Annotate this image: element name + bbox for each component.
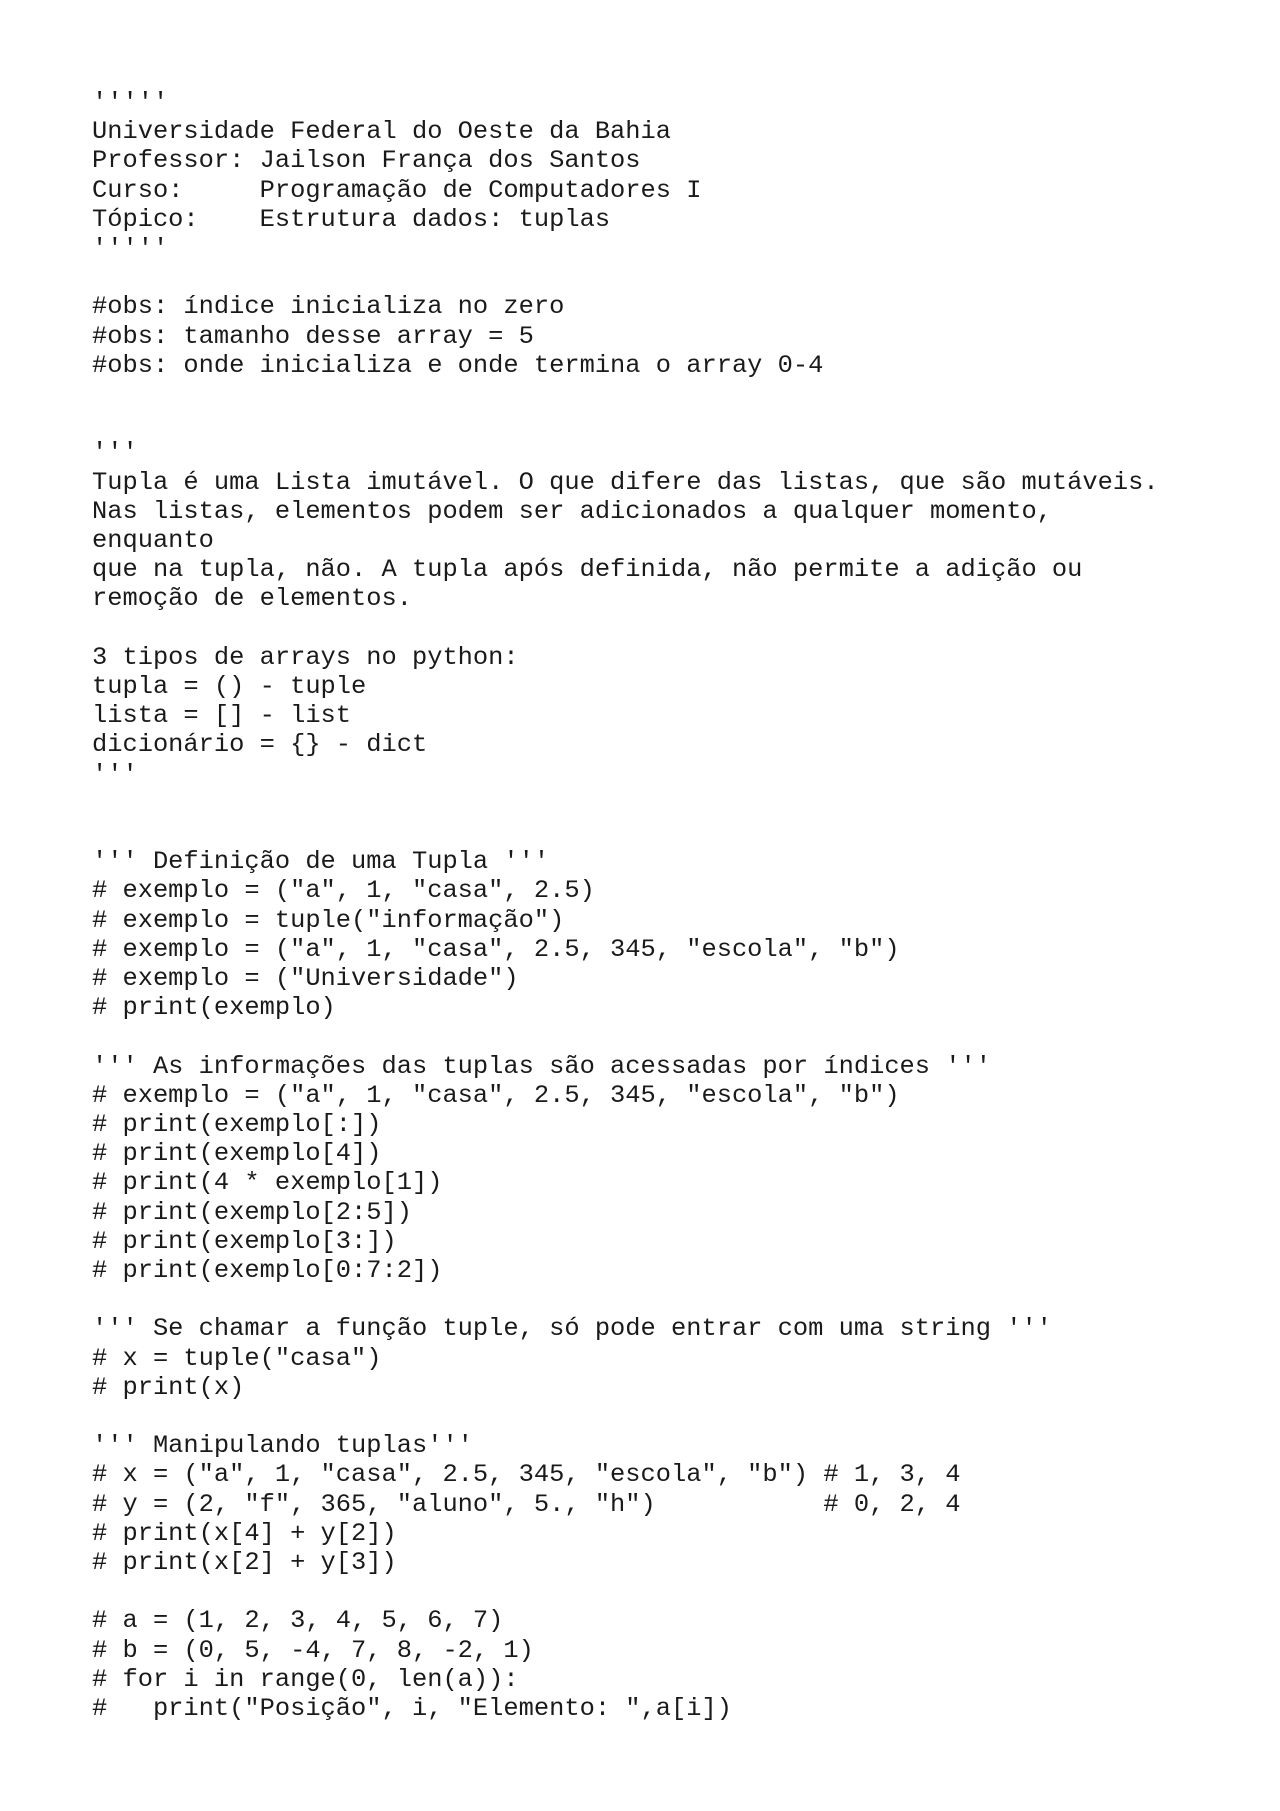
code-line: lista = [] - list xyxy=(92,701,352,731)
code-line: ''' Se chamar a função tuple, só pode entrar com uma string ''' xyxy=(92,1314,1052,1344)
code-line: Professor: Jailson França dos Santos xyxy=(92,146,641,176)
code-line: que na tupla, não. A tupla após definida, não permite a adição ou xyxy=(92,555,1083,585)
code-line: enquanto xyxy=(92,526,214,555)
code-line: dicionário = {} - dict xyxy=(92,730,428,760)
code-line: ''' As informações das tuplas são acessadas por índices ''' xyxy=(92,1051,991,1081)
code-line: Universidade Federal do Oeste da Bahia xyxy=(92,117,672,147)
code-line: # exemplo = ("a", 1, "casa", 2.5, 345, "escola", "b") xyxy=(92,934,900,964)
code-line: 3 tipos de arrays no python: xyxy=(92,642,519,672)
code-line: # exemplo = ("Universidade") xyxy=(92,964,519,993)
code-line: # a = (1, 2, 3, 4, 5, 6, 7) xyxy=(92,1606,504,1636)
code-listing xyxy=(92,88,1242,1723)
code-line: # print(x[4] + y[2]) xyxy=(92,1518,397,1548)
code-line: # exemplo = tuple("informação") xyxy=(92,905,565,935)
code-line xyxy=(92,1022,1242,1051)
code-line: # exemplo = ("a", 1, "casa", 2.5, 345, "escola", "b") xyxy=(92,1080,900,1110)
code-line xyxy=(92,614,1242,643)
code-line: # print(exemplo) xyxy=(92,993,336,1023)
code-line xyxy=(92,380,1242,409)
code-line xyxy=(92,409,1242,438)
code-line: #obs: índice inicializa no zero xyxy=(92,292,565,322)
code-line: # print(exemplo[0:7:2]) xyxy=(92,1256,443,1286)
code-line: # print(4 * exemplo[1]) xyxy=(92,1168,443,1198)
code-line xyxy=(92,1285,1242,1314)
code-line xyxy=(92,1402,1242,1431)
code-line: #obs: tamanho desse array = 5 xyxy=(92,321,534,351)
code-line: # print(x[2] + y[3]) xyxy=(92,1548,397,1578)
code-line: ''' Manipulando tuplas''' xyxy=(92,1431,473,1461)
code-line: Curso: Programação de Computadores I xyxy=(92,175,702,205)
code-line: # y = (2, "f", 365, "aluno", 5., "h") # 0, 2, 4 xyxy=(92,1489,961,1519)
code-line: # print(exemplo[3:]) xyxy=(92,1226,397,1256)
code-line: # print("Posição", i, "Elemento: ",a[i]) xyxy=(92,1694,732,1724)
code-line xyxy=(92,263,1242,292)
code-line: ''' xyxy=(92,438,138,468)
code-line xyxy=(92,789,1242,818)
code-line: ''''' xyxy=(92,88,169,117)
code-line: # exemplo = ("a", 1, "casa", 2.5) xyxy=(92,876,595,906)
code-line: # print(exemplo[2:5]) xyxy=(92,1197,412,1227)
code-line: ''''' xyxy=(92,234,169,264)
code-line: # x = tuple("casa") xyxy=(92,1343,382,1373)
code-line: Tupla é uma Lista imutável. O que difere das listas, que são mutáveis. xyxy=(92,467,1159,497)
code-line: # print(exemplo[:]) xyxy=(92,1110,382,1139)
code-line: # for i in range(0, len(a)): xyxy=(92,1664,519,1694)
code-line: #obs: onde inicializa e onde termina o array 0-4 xyxy=(92,350,824,380)
code-line: # print(x) xyxy=(92,1372,245,1402)
code-line: ''' Definição de uma Tupla ''' xyxy=(92,847,550,877)
code-line: # x = ("a", 1, "casa", 2.5, 345, "escola", "b") # 1, 3, 4 xyxy=(92,1460,961,1490)
code-line xyxy=(92,818,1242,847)
code-line xyxy=(92,1577,1242,1606)
code-line: # b = (0, 5, -4, 7, 8, -2, 1) xyxy=(92,1635,534,1665)
code-line: remoção de elementos. xyxy=(92,584,412,614)
code-line: ''' xyxy=(92,759,138,789)
code-line: Nas listas, elementos podem ser adicionados a qualquer momento, xyxy=(92,496,1052,526)
code-line: tupla = () - tuple xyxy=(92,672,367,701)
code-line: Tópico: Estrutura dados: tuplas xyxy=(92,204,611,234)
code-line: # print(exemplo[4]) xyxy=(92,1139,382,1169)
